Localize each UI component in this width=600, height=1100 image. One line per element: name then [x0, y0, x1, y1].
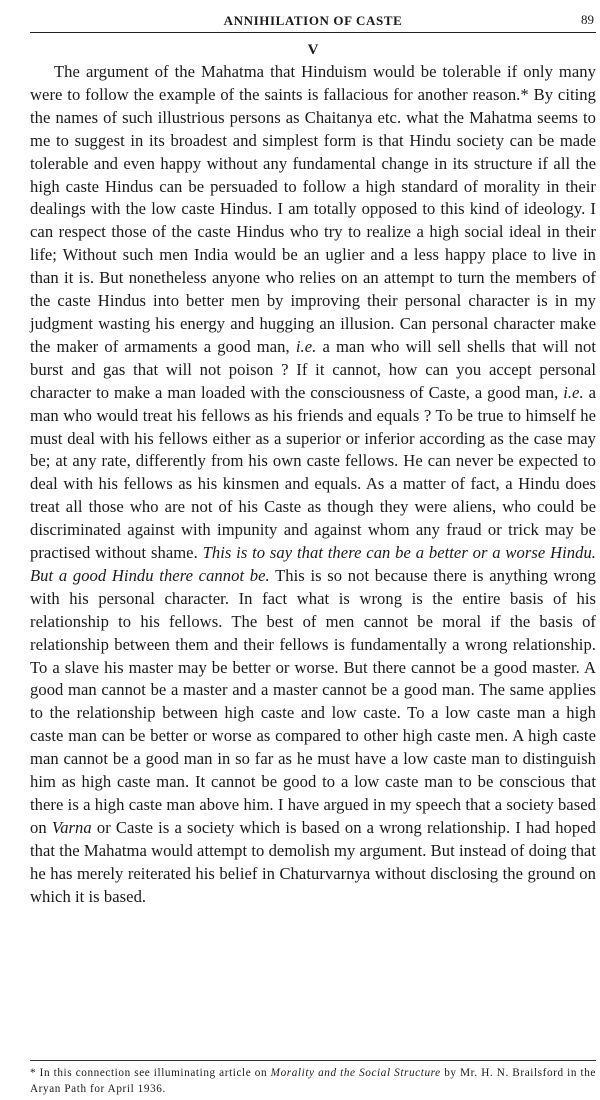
section-numeral: V — [307, 42, 319, 58]
running-header — [30, 10, 596, 33]
body-text-part-3: a man who would treat his fellows as his friends and equals ? To be true to himself he must deal with his fellows either as a superior or inferior according as the case may be; at any rate, differently from his own caste fellows. He can never be expected to deal with his fellows as his kinsmen and equals. As a matter of fact, a Hindu does treat all those who are not of his Caste as though they were aliens, who could be discriminated against with impunity and against whom any fraud or trick may be practised without shame. — [30, 382, 596, 563]
page-number: 89 — [581, 12, 594, 27]
running-title: ANNIHILATION OF CASTE — [223, 13, 403, 28]
body-paragraph — [30, 61, 596, 909]
footnote-lead: * In this connection see illuminating article on — [30, 1067, 268, 1079]
ie-abbreviation: i.e. — [295, 336, 317, 356]
body-text-part-2: a man who will sell shells that will not burst and gas that will not poison ? If it cannot, how can you accept personal character to make a man loaded with the consciousness of Caste, a good man, — [30, 336, 597, 402]
footnote-article-title: Morality and the Social Structure — [270, 1067, 441, 1079]
book-page — [30, 10, 596, 1095]
italic-claim: This is to say that there can be a better or a worse Hindu. But a good Hindu there cannot be. — [30, 543, 597, 585]
body-text-part-5: or Caste is a society which is based on a wrong relationship. I had hoped that the Mahatma would attempt to demolish my argument. But instead of doing that he has merely reiterated his belief in Chaturvarnya without disclosing the ground on which it is based. — [30, 817, 597, 906]
body-text-part-4: This is so not because there is anything wrong with his personal character. In fact what is wrong is the entire basis of his relationship to his fellows. The best of men cannot be moral if the basis of relationship between them and their fellows is fundamentally a wrong relationship. To a slave his master may be better or worse. But there cannot be a good master. A good man cannot be a master and a master cannot be a good man. The same applies to the relationship between high caste and low caste. To a low caste man a high caste man can be better or worse as compared to other high caste men. A high caste man cannot be a good man in so far as he must have a low caste man to distinguish him as high caste man. It cannot be good to a low caste man to be conscious that there is a high caste man above him. I have argued in my speech that a society based on — [30, 565, 596, 837]
varna-term: Varna — [51, 817, 92, 837]
footnote — [30, 1066, 596, 1097]
body-text-part-1: The argument of the Mahatma that Hinduism would be tolerable if only many were to follow the example of the saints is fallacious for another reason.* By citing the names of such illustrious persons as Chaitanya etc. what the Mahatma seems to me to suggest in its broadest and simplest form is that Hindu society can be made tolerable and even happy without any fundamental change in its structure if all the high caste Hindus can be persuaded to follow a high standard of morality in their dealings with the low caste Hindus. I am totally opposed to this kind of ideology. I can respect those of the caste Hindus who try to realize a high social ideal in their life; Without such men India would be an uglier and a less happy place to live in than it is. But nonetheless anyone who relies on an attempt to turn the members of the caste Hindus into better men by improving their personal character is in my judgment wasting his energy and hugging an illusion. Can personal character make the maker of armaments a good man, — [30, 62, 596, 356]
ie-abbreviation: i.e. — [563, 382, 584, 402]
footnote-tail: by Mr. H. N. Brailsford in the Aryan Path for April 1936. — [30, 1067, 596, 1095]
footnote-divider — [30, 1060, 596, 1061]
